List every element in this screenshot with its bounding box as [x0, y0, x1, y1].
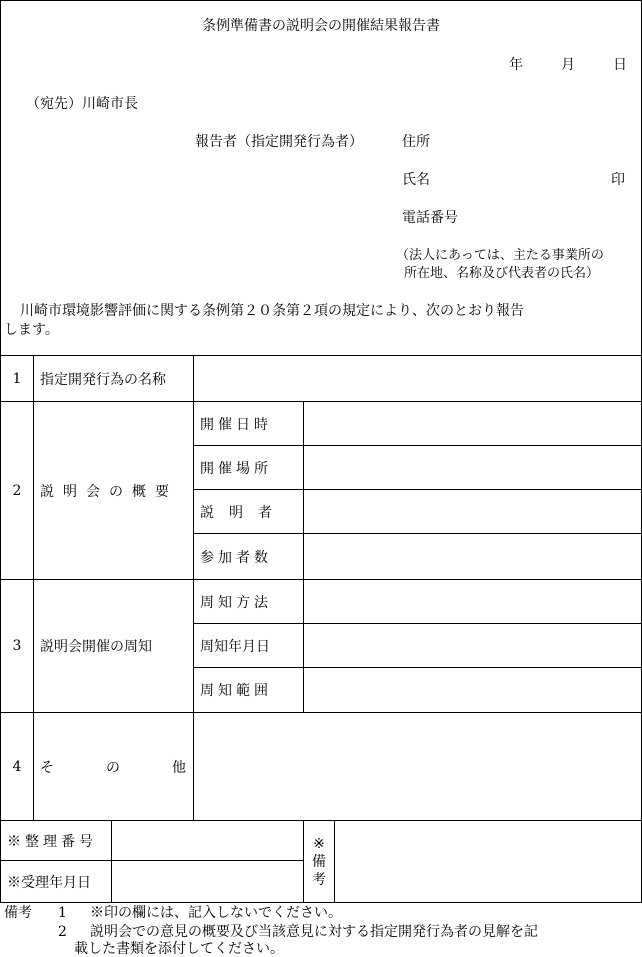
ref-number-label: ※整理番号: [1, 821, 112, 861]
row-label: 指定開発行為の名称: [34, 356, 194, 402]
meeting-datetime-field[interactable]: [304, 402, 642, 446]
item-label: 周知方法: [194, 580, 304, 624]
table-row: [1, 821, 642, 861]
notes-heading: 備考: [4, 905, 32, 921]
row-number: 4: [1, 713, 34, 821]
meeting-place-field[interactable]: [304, 446, 642, 490]
seal-mark: 印: [611, 172, 625, 188]
received-date-label: ※受理年月日: [1, 861, 112, 903]
remarks-field: [335, 821, 642, 903]
address-label: 住所: [402, 134, 430, 150]
name-label: 氏名: [402, 172, 430, 188]
addressee: （宛先）川崎市長: [26, 96, 138, 112]
report-table: [0, 355, 642, 821]
date-day: 日: [613, 57, 627, 73]
body-text-line1: 川崎市環境影響評価に関する条例第２０条第２項の規定により、次のとおり報告: [20, 303, 524, 319]
note-2-number: 2: [58, 924, 67, 940]
row-number: 2: [1, 402, 34, 580]
remarks-label: [304, 821, 335, 903]
reporter-note-line2: 所在地、名称及び代表者の氏名）: [404, 266, 600, 281]
remarks-char-2: 考: [312, 871, 326, 888]
table-row: [1, 580, 642, 624]
note-1-number: 1: [58, 905, 67, 921]
item-label: 参加者数: [194, 534, 304, 580]
note-1-text: ※印の欄には、記入しないでください。: [90, 905, 342, 921]
reporter-label: 報告者（指定開発行為者）: [195, 134, 363, 150]
note-2-text-line2: 載した書類を添付してください。: [74, 941, 284, 957]
item-label: 周知年月日: [194, 624, 304, 668]
ref-number-field: [112, 821, 304, 861]
item-label: 周知範囲: [194, 668, 304, 713]
item-label: 開催日時: [194, 402, 304, 446]
notice-scope-field[interactable]: [304, 668, 642, 713]
remarks-mark: ※: [313, 835, 325, 852]
item-label: 開催場所: [194, 446, 304, 490]
remarks-char-1: 備: [312, 853, 326, 870]
date-month: 月: [561, 57, 575, 73]
row-label: 説明会開催の周知: [34, 580, 194, 713]
notice-method-field[interactable]: [304, 580, 642, 624]
row-label: 説明会の概要: [34, 402, 194, 580]
notice-date-field[interactable]: [304, 624, 642, 668]
body-text-line2: します。: [4, 322, 59, 338]
phone-label: 電話番号: [402, 210, 458, 226]
row-label: その他: [34, 713, 194, 821]
table-row: [1, 713, 642, 821]
other-field[interactable]: [194, 713, 642, 821]
table-row: [1, 356, 642, 402]
development-name-field[interactable]: [194, 356, 642, 402]
date-year: 年: [509, 57, 523, 73]
attendee-count-field[interactable]: [304, 534, 642, 580]
presenter-field[interactable]: [304, 490, 642, 534]
note-2-text-line1: 説明会での意見の概要及び当該意見に対する指定開発行為者の見解を記: [90, 924, 538, 940]
item-label: 説明者: [194, 490, 304, 534]
row-number: 1: [1, 356, 34, 402]
received-date-field: [112, 861, 304, 903]
table-row: [1, 402, 642, 446]
row-number: 3: [1, 580, 34, 713]
reporter-note-line1: （法人にあっては、主たる事業所の: [396, 248, 604, 263]
office-use-table: [0, 820, 642, 903]
document-title: 条例準備書の説明会の開催結果報告書: [202, 18, 440, 34]
